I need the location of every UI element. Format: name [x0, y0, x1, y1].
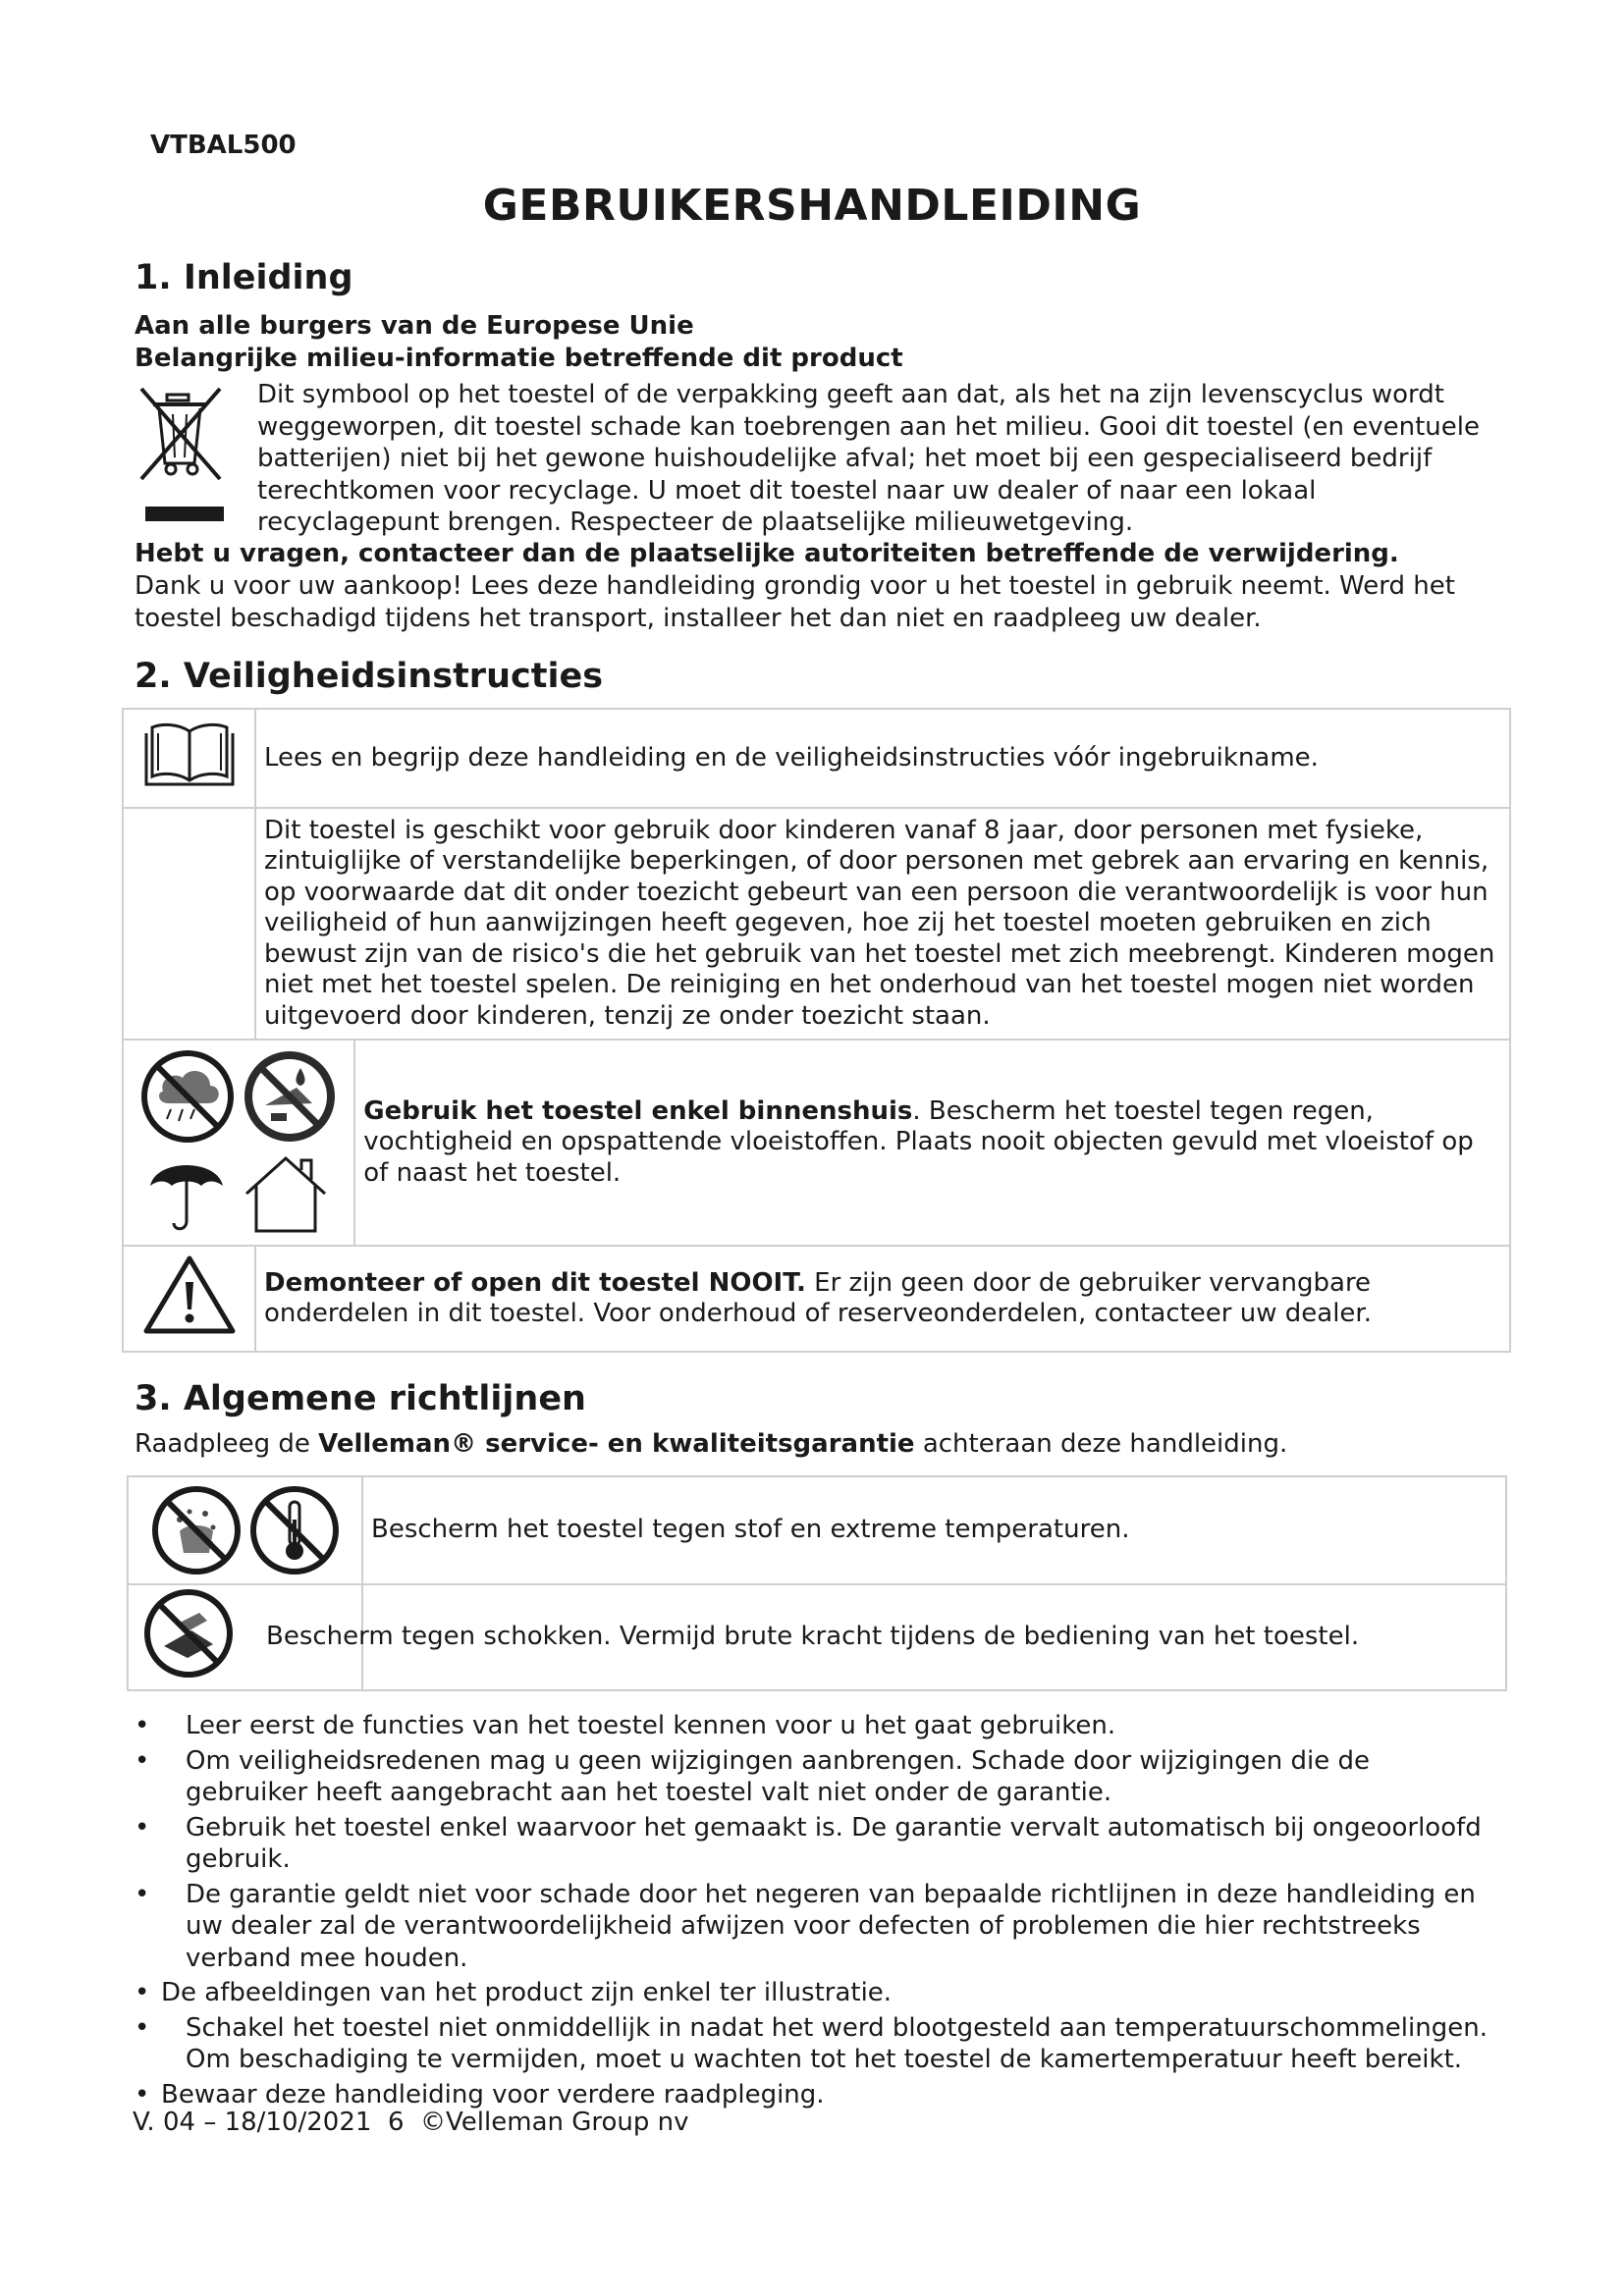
section-1-subheading-eu: Aan alle burgers van de Europese Unie: [135, 311, 694, 341]
weee-line: weggeworpen, dit toestel schade kan toebrengen aan het milieu. Gooi dit toestel (en eventuele: [257, 411, 1481, 442]
intro-pre: Raadpleeg de: [135, 1429, 319, 1459]
weee-line: recyclagepunt brengen. Respecteer de plaatselijke milieuwetgeving.: [257, 507, 1134, 537]
children-line: veiligheid of hun aanwijzingen heeft gegeven, hoe zij het toestel moeten gebruiken en zich: [264, 908, 1432, 938]
safety-row-children: [123, 808, 1510, 1040]
children-line: uitgevoerd door kinderen, tenzij ze onder toezicht staan.: [264, 1000, 991, 1031]
list-item-line: verband mee houden.: [186, 1943, 468, 1973]
intro-warranty: Velleman® service- en kwaliteitsgarantie: [318, 1429, 915, 1459]
safety-text-read-manual: Lees en begrijp deze handleiding en de veiligheidsinstructies vóór ingebruikname.: [255, 709, 1510, 808]
no-rain-icon: [139, 1048, 236, 1145]
children-line: op voorwaarde dat dit onder toezicht gebeurt van een persoon die verantwoordelijk is voor hun: [264, 877, 1489, 907]
safety-row-read-manual: [123, 709, 1510, 808]
indoor-rest: . Bescherm het toestel tegen regen,: [912, 1095, 1374, 1126]
safety-text-children: [255, 808, 1510, 1040]
list-item-line: • Bewaar deze handleiding voor verdere raadpleging.: [161, 2079, 825, 2109]
open-book-icon: [142, 720, 237, 788]
children-line: bewust zijn van de risico's die het gebruik van het toestel met zich meebrengt. Kinderen mogen: [264, 938, 1495, 969]
intro-post: achteraan deze handleiding.: [914, 1429, 1288, 1459]
model-code: VTBAL500: [150, 131, 297, 160]
umbrella-icon: [142, 1148, 231, 1237]
indoor-line-1: [363, 1096, 1499, 1128]
open-rest: Er zijn geen door de gebruiker vervangbare: [805, 1267, 1372, 1298]
safety-icon-cell-warning: [123, 1246, 255, 1352]
thanks-line: toestel beschadigd tijdens het transport, installeer het dan niet en raadpleeg uw dealer.: [135, 603, 1262, 633]
open-line-1: [264, 1268, 1499, 1300]
warning-triangle-icon: [142, 1253, 237, 1337]
no-shock-icon: [142, 1587, 235, 1680]
section-3-intro: [135, 1428, 1287, 1461]
list-item: [135, 2079, 1509, 2111]
list-item-line: gebruik.: [186, 1844, 291, 1874]
list-item-line: gebruiker heeft aangebracht aan het toestel valt niet onder de garantie.: [186, 1778, 1112, 1807]
section-2-heading: 2. Veiligheidsinstructies: [135, 657, 604, 696]
list-item-line: • Leer eerst de functies van het toestel kennen voor u het gaat gebruiken.: [186, 1711, 1116, 1740]
guideline-icon-cell-dust: [128, 1476, 362, 1584]
safety-icon-cell: [123, 709, 255, 808]
no-splash-icon: [242, 1048, 338, 1145]
safety-row-do-not-open: [123, 1246, 1510, 1352]
indoor-line-2: vochtigheid en opspattende vloeistoffen. Plaats nooit objecten gevuld met vloeistof op: [363, 1127, 1474, 1157]
weee-line: Dit symbool op het toestel of de verpakking geeft aan dat, als het na zijn levenscyclus wordt: [257, 380, 1444, 409]
safety-icon-cell-indoor: [123, 1040, 354, 1246]
list-item-line: • De afbeeldingen van het product zijn enkel ter illustratie.: [161, 1978, 893, 2007]
section-1-heading: 1. Inleiding: [135, 258, 353, 297]
house-icon: [237, 1148, 335, 1237]
weee-crossed-bin-icon: [137, 385, 228, 527]
general-guidelines-table: [127, 1475, 1507, 1691]
safety-instructions-table: [122, 708, 1511, 1353]
section-3-heading: 3. Algemene richtlijnen: [135, 1379, 586, 1418]
guideline-row-dust: [128, 1476, 1506, 1584]
safety-row-indoor: [123, 1040, 1510, 1246]
open-bold: Demonteer of open dit toestel NOOIT.: [264, 1267, 806, 1298]
guidelines-list: [135, 1710, 1509, 2113]
list-item-line: • De garantie geldt niet voor schade door het negeren van bepaalde richtlijnen in deze handleiding en: [186, 1879, 1476, 1909]
weee-line: terechtkomen voor recyclage. U moet dit toestel naar uw dealer of naar een lokaal: [257, 475, 1317, 506]
indoor-line-3: of naast het toestel.: [363, 1157, 622, 1188]
list-item: [135, 1977, 1509, 2009]
thanks-paragraph: [135, 570, 1455, 634]
list-item-line: Om beschadiging te vermijden, moet u wachten tot het toestel de kamertemperatuur heeft bereikt.: [186, 2045, 1463, 2074]
safety-icon-cell-empty: [123, 808, 255, 1040]
section-1-subheading-env: Belangrijke milieu-informatie betreffende dit product: [135, 344, 903, 373]
weee-line: batterijen) niet bij het gewone huishoudelijke afval; het moet bij een gespecialiseerd bedrijf: [257, 444, 1433, 473]
children-line: zintuiglijke of verstandelijke beperkingen, of door personen met gebrek aan ervaring en kennis,: [264, 846, 1489, 877]
list-item-line: • Om veiligheidsredenen mag u geen wijzigingen aanbrengen. Schade door wijzigingen die de: [186, 1745, 1370, 1776]
safety-text-do-not-open: [255, 1246, 1510, 1352]
guideline-text-dust: Bescherm het toestel tegen stof en extreme temperaturen.: [362, 1476, 1506, 1584]
children-line: niet met het toestel spelen. De reiniging en het onderhoud van het toestel mogen niet worden: [264, 970, 1475, 1000]
open-line-2: onderdelen in dit toestel. Voor onderhoud of reserveonderdelen, contacteer uw dealer.: [264, 1299, 1372, 1328]
thanks-line: Dank u voor uw aankoop! Lees deze handleiding grondig voor u het toestel in gebruik neemt. Werd het: [135, 571, 1455, 601]
list-item: [135, 1812, 1509, 1876]
safety-text-indoor: [354, 1040, 1510, 1246]
list-item: [135, 2012, 1509, 2076]
list-item: [135, 1879, 1509, 1975]
indoor-bold: Gebruik het toestel enkel binnenshuis: [363, 1095, 913, 1126]
weee-notice: [257, 379, 1480, 539]
list-item-line: • Schakel het toestel niet onmiddellijk in nadat het werd blootgesteld aan temperatuurschommelingen.: [186, 2012, 1488, 2043]
page-footer: V. 04 – 18/10/2021 6 ©Velleman Group nv: [133, 2108, 689, 2137]
list-item-line: • Gebruik het toestel enkel waarvoor het gemaakt is. De garantie vervalt automatisch bij ongeoorloofd: [186, 1812, 1482, 1842]
list-item: [135, 1710, 1509, 1742]
disposal-questions: Hebt u vragen, contacteer dan de plaatselijke autoriteiten betreffende de verwijdering.: [135, 539, 1399, 568]
document-title: GEBRUIKERSHANDLEIDING: [482, 181, 1142, 231]
children-line: Dit toestel is geschikt voor gebruik door kinderen vanaf 8 jaar, door personen met fysieke,: [264, 815, 1424, 845]
guideline-row-shock: [128, 1584, 1506, 1690]
guideline-text-shock: Bescherm tegen schokken. Vermijd brute kracht tijdens de bediening van het toestel.: [257, 1584, 1401, 1690]
no-extreme-temperature-icon: [248, 1484, 341, 1576]
list-item: [135, 1745, 1509, 1809]
list-item-line: uw dealer zal de verantwoordelijkheid afwijzen voor defecten of problemen die hier rechtstreeks: [186, 1911, 1421, 1941]
no-dust-icon: [150, 1484, 243, 1576]
